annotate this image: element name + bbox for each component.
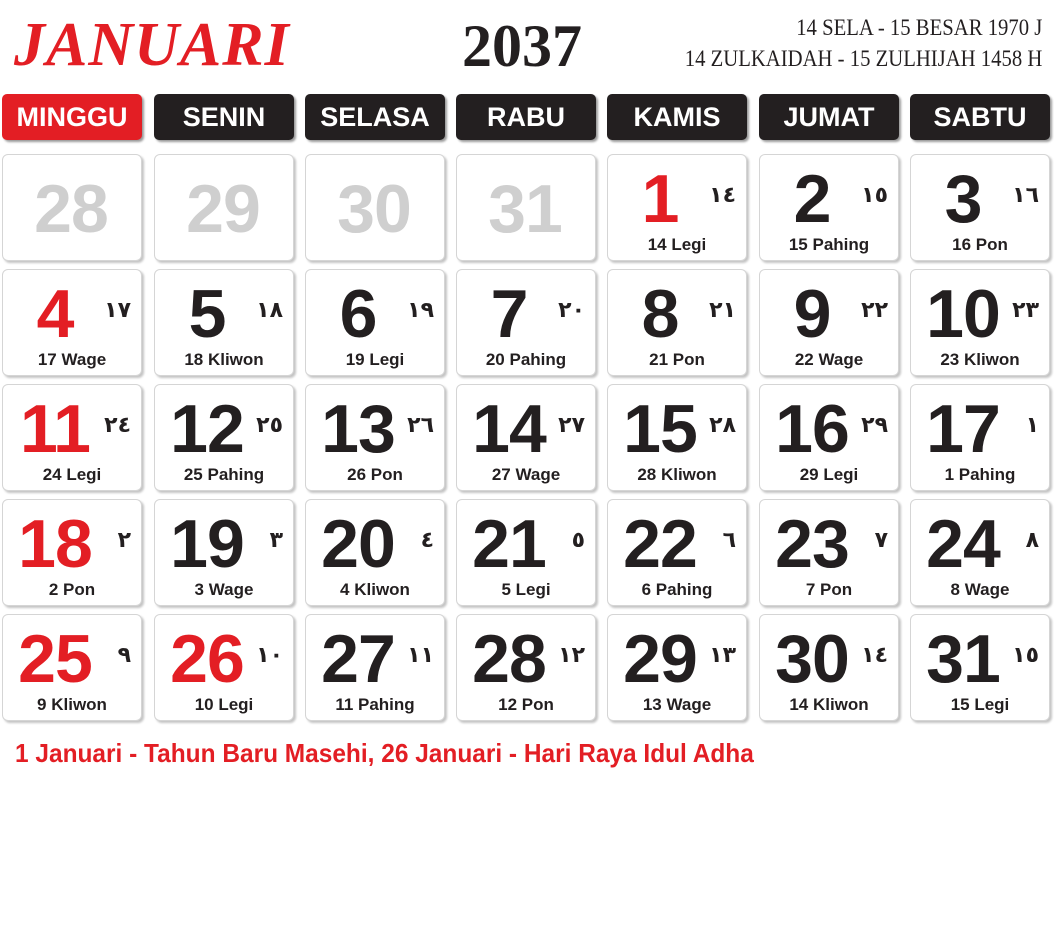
javanese-pasaran-label: 16 Pon — [952, 235, 1008, 254]
day-number: 22 — [623, 506, 697, 582]
day-number: 18 — [18, 506, 92, 582]
hijri-day-number: ٢٦ — [407, 413, 434, 438]
hijri-day-number: ١٤ — [709, 183, 736, 208]
javanese-pasaran-label: 25 Pahing — [183, 465, 265, 484]
hijri-day-number: ٥ — [571, 528, 585, 553]
javanese-pasaran-label: 11 Pahing — [335, 695, 415, 714]
hijri-day-number: ٢٣ — [1012, 298, 1039, 323]
day-number: 28 — [472, 621, 546, 697]
day-number: 27 — [321, 621, 395, 697]
javanese-pasaran-label: 15 Legi — [950, 695, 1010, 714]
weekday-header-kamis: KAMIS — [607, 94, 747, 140]
day-number: 29 — [186, 171, 260, 247]
year-title: 2037 — [462, 13, 582, 79]
day-number: 26 — [170, 621, 244, 697]
javanese-pasaran-label: 13 Wage — [642, 695, 712, 714]
hijri-day-number: ١٣ — [709, 643, 736, 668]
hijri-day-number: ١٠ — [256, 643, 283, 668]
day-cell — [154, 269, 294, 376]
day-cell — [759, 614, 899, 721]
alternate-calendar-dates — [684, 12, 1042, 74]
month-title: JANUARI — [14, 11, 290, 79]
hijri-day-number: ١٦ — [1012, 183, 1039, 208]
day-number: 17 — [926, 391, 1000, 467]
javanese-pasaran-label: 9 Kliwon — [37, 695, 107, 714]
day-cell — [759, 269, 899, 376]
day-cell — [910, 154, 1050, 261]
day-cell — [759, 384, 899, 491]
javanese-pasaran-label: 20 Pahing — [485, 350, 567, 369]
hijri-day-number: ١٢ — [558, 643, 585, 668]
javanese-pasaran-label: 6 Pahing — [641, 580, 713, 599]
day-number: 12 — [170, 391, 244, 467]
calendar-grid — [0, 154, 1054, 724]
day-cell — [154, 384, 294, 491]
day-cell — [2, 384, 142, 491]
day-cell — [910, 499, 1050, 606]
hijri-day-number: ١٨ — [256, 298, 283, 323]
javanese-pasaran-label: 5 Legi — [501, 580, 551, 599]
day-number: 4 — [36, 276, 74, 352]
day-number: 19 — [170, 506, 244, 582]
day-number: 1 — [641, 161, 679, 237]
day-cell — [759, 154, 899, 261]
day-cell — [910, 269, 1050, 376]
hijri-day-number: ١٩ — [407, 298, 434, 323]
javanese-pasaran-label: 19 Legi — [345, 350, 405, 369]
day-number: 28 — [34, 171, 108, 247]
javanese-pasaran-label: 18 Kliwon — [184, 350, 264, 369]
day-number: 29 — [623, 621, 697, 697]
day-cell — [607, 384, 747, 491]
javanese-pasaran-label: 14 Kliwon — [789, 695, 869, 714]
day-cell — [456, 384, 596, 491]
day-number: 7 — [490, 276, 528, 352]
day-cell — [154, 614, 294, 721]
day-cell — [154, 154, 294, 261]
javanese-pasaran-label: 24 Legi — [42, 465, 102, 484]
hijri-day-number: ٢٧ — [558, 413, 585, 438]
day-cell — [607, 614, 747, 721]
hijri-day-number: ٢٨ — [709, 413, 736, 438]
day-cell — [456, 499, 596, 606]
javanese-pasaran-label: 28 Kliwon — [637, 465, 717, 484]
day-number: 3 — [944, 161, 982, 237]
day-number: 21 — [472, 506, 546, 582]
day-number: 8 — [641, 276, 679, 352]
hijri-day-number: ٢٤ — [104, 413, 131, 438]
day-number: 16 — [775, 391, 849, 467]
day-cell — [305, 269, 445, 376]
hijri-day-number: ٢٠ — [558, 298, 585, 323]
day-number: 24 — [926, 506, 1000, 582]
day-cell — [456, 154, 596, 261]
day-number: 31 — [926, 621, 1000, 697]
day-number: 23 — [775, 506, 849, 582]
day-cell — [2, 614, 142, 721]
javanese-pasaran-label: 22 Wage — [794, 350, 864, 369]
day-number: 9 — [793, 276, 831, 352]
day-cell — [456, 614, 596, 721]
day-cell — [2, 499, 142, 606]
day-cell — [759, 499, 899, 606]
day-cell — [607, 499, 747, 606]
day-number: 6 — [339, 276, 377, 352]
javanese-pasaran-label: 3 Wage — [194, 580, 254, 599]
hijri-day-number: ٧ — [874, 528, 888, 553]
day-cell — [305, 499, 445, 606]
hijri-day-number: ١٥ — [861, 183, 888, 208]
hijri-day-number: ٢١ — [709, 298, 736, 323]
day-number: 25 — [18, 621, 92, 697]
javanese-pasaran-label: 15 Pahing — [788, 235, 870, 254]
hijri-day-number: ٦ — [722, 528, 736, 553]
weekday-header-minggu: MINGGU — [2, 94, 142, 140]
hijri-day-number: ١٤ — [861, 643, 888, 668]
hijri-day-number: ٣ — [269, 528, 283, 553]
hijri-day-number: ٩ — [117, 643, 131, 668]
weekday-header-sabtu: SABTU — [910, 94, 1050, 140]
day-number: 2 — [793, 161, 831, 237]
javanese-pasaran-label: 8 Wage — [950, 580, 1010, 599]
day-cell — [607, 154, 747, 261]
day-cell — [305, 614, 445, 721]
day-number: 13 — [321, 391, 395, 467]
javanese-date-range: 14 SELA - 15 BESAR 1970 J — [795, 15, 1042, 40]
hijri-day-number: ٢ — [117, 528, 131, 553]
day-number: 10 — [926, 276, 1000, 352]
day-number: 11 — [20, 391, 90, 467]
hijri-date-range: 14 ZULKAIDAH - 15 ZULHIJAH 1458 H — [684, 46, 1042, 71]
day-number: 30 — [337, 171, 411, 247]
hijri-day-number: ٤ — [420, 528, 434, 553]
hijri-day-number: ٢٢ — [861, 298, 888, 323]
hijri-day-number: ٨ — [1025, 528, 1039, 553]
weekday-header-rabu: RABU — [456, 94, 596, 140]
javanese-pasaran-label: 2 Pon — [48, 580, 96, 599]
javanese-pasaran-label: 29 Legi — [799, 465, 859, 484]
day-cell — [910, 384, 1050, 491]
day-number: 31 — [488, 171, 562, 247]
day-number: 30 — [775, 621, 849, 697]
day-cell — [2, 269, 142, 376]
javanese-pasaran-label: 7 Pon — [805, 580, 853, 599]
javanese-pasaran-label: 1 Pahing — [944, 465, 1016, 484]
javanese-pasaran-label: 10 Legi — [194, 695, 254, 714]
day-cell — [910, 614, 1050, 721]
hijri-day-number: ١١ — [407, 643, 434, 668]
javanese-pasaran-label: 12 Pon — [498, 695, 554, 714]
hijri-day-number: ١٧ — [104, 298, 131, 323]
day-number: 20 — [321, 506, 395, 582]
day-cell — [607, 269, 747, 376]
day-number: 5 — [188, 276, 226, 352]
hijri-day-number: ١٥ — [1012, 643, 1039, 668]
javanese-pasaran-label: 27 Wage — [491, 465, 561, 484]
day-cell — [305, 154, 445, 261]
weekday-header-row — [0, 94, 1054, 140]
hijri-day-number: ٢٩ — [861, 413, 888, 438]
javanese-pasaran-label: 26 Pon — [347, 465, 403, 484]
day-cell — [305, 384, 445, 491]
day-number: 14 — [472, 391, 546, 467]
javanese-pasaran-label: 21 Pon — [649, 350, 705, 369]
weekday-header-selasa: SELASA — [305, 94, 445, 140]
day-number: 15 — [623, 391, 697, 467]
weekday-header-senin: SENIN — [154, 94, 294, 140]
javanese-pasaran-label: 17 Wage — [37, 350, 107, 369]
javanese-pasaran-label: 4 Kliwon — [340, 580, 410, 599]
hijri-day-number: ١ — [1025, 413, 1039, 438]
day-cell — [154, 499, 294, 606]
hijri-day-number: ٢٥ — [256, 413, 283, 438]
day-cell — [2, 154, 142, 261]
day-cell — [456, 269, 596, 376]
holiday-notes: 1 Januari - Tahun Baru Masehi, 26 Januari - Hari Raya Idul Adha — [15, 738, 754, 768]
weekday-header-jumat: JUMAT — [759, 94, 899, 140]
javanese-pasaran-label: 14 Legi — [647, 235, 707, 254]
javanese-pasaran-label: 23 Kliwon — [940, 350, 1020, 369]
